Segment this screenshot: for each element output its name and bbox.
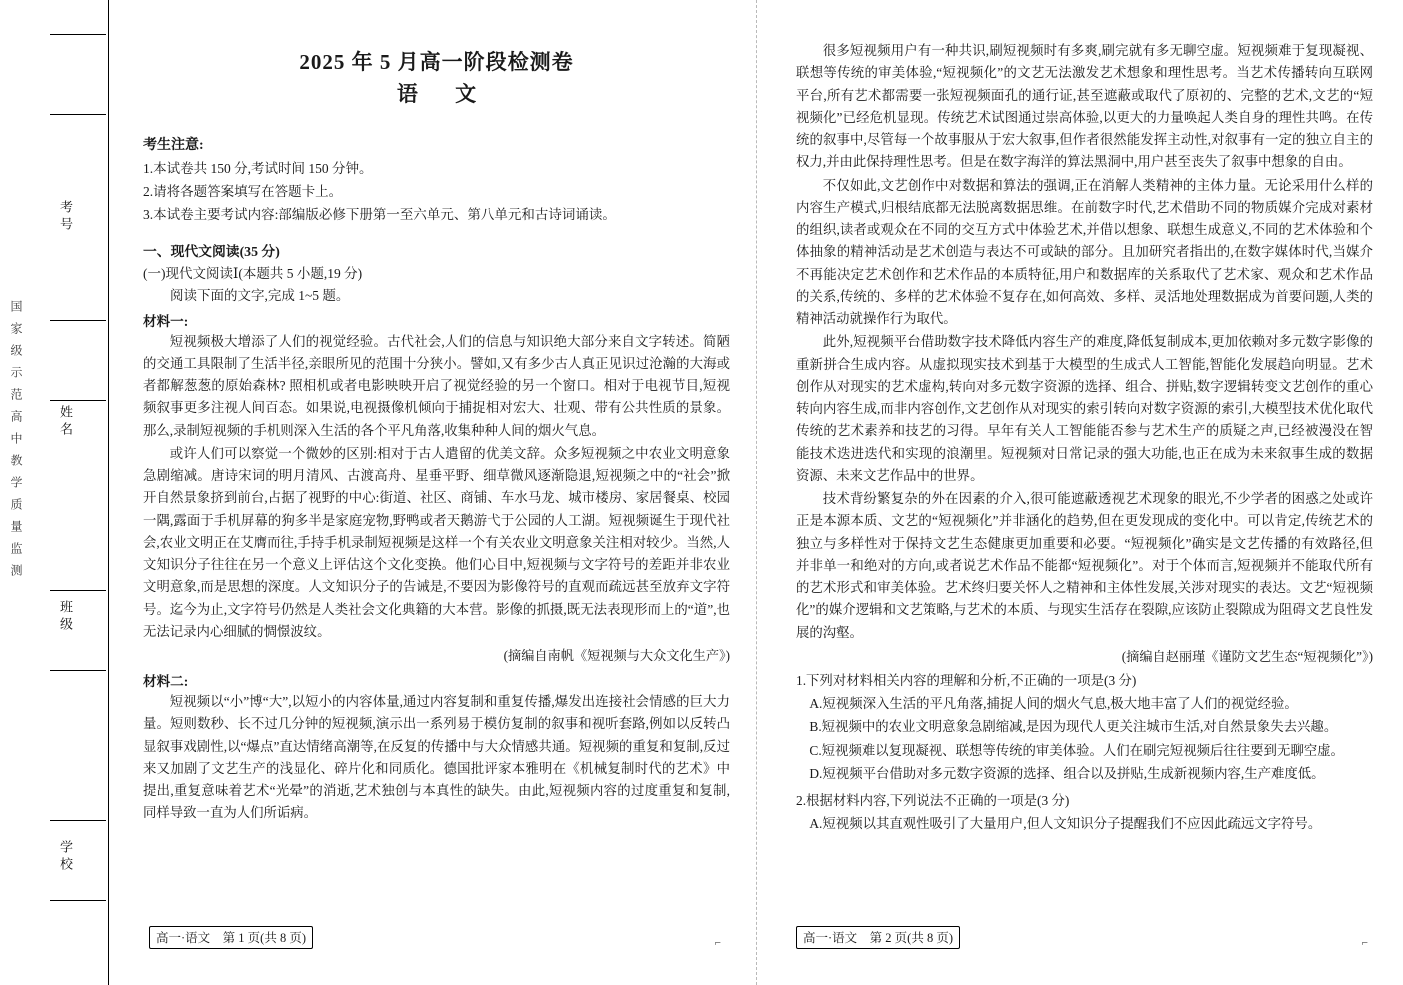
notice-title: 考生注意: xyxy=(143,138,204,153)
material-one-paragraph-2: 或许人们可以察觉一个微妙的区别:相对于古人遣留的优美文辞。众多短视频之中农业文明意象急剧缩减。唐诗宋词的明月清风、古渡高舟、星垂平野、细草微风逐渐隐退,短视频之中的“社会”掀开自然景象挤到前台,占据了视野的中心:街道、社区、商铺、车水马龙、城市楼房、家居餐桌、校园一隅,露面于手机屏幕的狗多半是家庭宠物,野鸭或者天鹅游弋于公园的人工湖。短视频诞生于现代社会,农业文明正在艾膺而往,手持手机录制短视频是这样一个有关农业文明意象关注相对较少。当然,人文知识分子往往在另一个意义上评估这个文化变换。他们心目中,短视频与文字符号的差距并非农业文明意象,而是思想的深度。人文知识分子的告诫是,不要因为影像符号的直观而疏远甚至放弃文字符号。迄今为止,文字符号仍然是人类社会文化典籍的大本营。影像的抓摄,既无法表现形而上的“道”,也无法记录内心细腻的惆憬波纹。 xyxy=(143,445,730,639)
reading-instruction: 阅读下面的文字,完成 1~5 题。 xyxy=(170,287,350,303)
margin-field-exam-number: 考号 xyxy=(58,200,73,234)
footer-page-left: 第 1 页(共 8 页) xyxy=(222,931,306,945)
material-two-paragraph-1: 短视频以“小”博“大”,以短小的内容体量,通过内容复制和重复传播,爆发出连接社会情感的巨大力量。短则数秒、长不过几分钟的短视频,演示出一系列易于模仿复制的叙事和视听套路,例如以反转凸显叙事戏剧性,以“爆点”直达情绪高潮等,在反复的传播中与大众情感共通。短视频的重复和复制,反过来又加剧了文艺生产的浅显化、碎片化和同质化。德国批评家本雅明在《机械复制时代的艺术》中提出,重复意味着艺术“光晕”的消逝,艺术独创与本真性的缺失。由此,短视频内容的过度重复和复制,同样导致一直为人们所诟病。 xyxy=(143,694,730,821)
subsection-heading-one: (一)现代文阅读Ⅰ(本题共 5 小题,19 分) xyxy=(143,265,363,281)
paper-sheet xyxy=(109,0,1403,985)
material-two-label: 材料二: xyxy=(143,674,189,690)
notice-item-3: 3.本试卷主要考试内容:部编版必修下册第一至六单元、第八单元和古诗词诵读。 xyxy=(143,206,616,222)
footer-tick-left: ⌐ xyxy=(714,937,722,949)
material-one-source: (摘编自南帆《短视频与大众文化生产》) xyxy=(503,648,730,664)
question-1-option-b: B.短视频中的农业文明意象急剧缩减,是因为现代人更关注城市生活,对自然景象失去兴趣。 xyxy=(809,719,1338,735)
margin-watermark: 国家级示范高中教学质量监测 xyxy=(9,300,23,586)
question-2-stem: 2.根据材料内容,下列说法不正确的一项是(3 分) xyxy=(796,793,1070,808)
page-2-footer xyxy=(756,926,1403,949)
footer-subject-left: 高一·语文 xyxy=(156,931,211,945)
margin-field-school: 学校 xyxy=(58,840,73,874)
material-two-paragraph-4: 此外,短视频平台借助数字技术降低内容生产的难度,降低复制成本,更加依赖对多元数字影像的重新拼合生成内容。从虚拟现实技术到基于大模型的生成式人工智能,智能化发展趋向明显。艺术创作从对现实的艺术虚构,转向对多元数字资源的选择、组合、拼贴,数字逻辑转变文艺创作的重心转向内容生成,而非内容创作,文艺创作从对现实的索引转向对数字资源的索引,大模型技术优化取代传统的艺术素养和技艺的习得。早年有关人工智能能否参与艺术生产的质疑之声,已经被漫没在智能技术迭进迭代和实现的浪潮里。短视频对日常记录的强大功能,也正在成为未来叙事生成的数据资源、未来文艺作品中的世界。 xyxy=(796,334,1373,483)
question-1-option-c: C.短视频难以复现凝视、联想等传统的审美体验。人们在刷完短视频后往往要到无聊空虚。 xyxy=(809,742,1344,758)
margin-rule-2 xyxy=(50,114,106,115)
section-heading-one: 一、现代文阅读(35 分) xyxy=(143,243,280,259)
question-1-option-a: A.短视频深入生活的平凡角落,捕捉人间的烟火气息,极大地丰富了人们的视觉经验。 xyxy=(809,696,1298,711)
material-two-paragraph-2: 很多短视频用户有一种共识,刷短视频时有多爽,刷完就有多无聊空虚。短视频难于复现凝视、联想等传统的审美体验,“短视频化”的文艺无法激发艺术想象和理性思考。当艺术传播转向互联网平台,所有艺术都需要一张短视频面孔的通行证,甚至遮蔽或取代了原初的、完整的艺术,文艺的“短视频化”已经危机显现。传统艺术试图通过崇高体验,以更大的力量唤起人类自身的理性共鸣。在传统的叙事中,尽管每一个故事服从于宏大叙事,但作者很然能发挥主动性,对叙事有一定的独立自主的权力,并由此保持理性思考。但是在数字海洋的算法黑洞中,用户甚至丧失了叙事中想象的自由。 xyxy=(796,43,1373,170)
footer-label-left xyxy=(149,926,313,949)
material-two-paragraph-5: 技术背纷繁复杂的外在因素的介入,很可能遮蔽透视艺术现象的眼光,不少学者的困惑之处或许正是本源本质、文艺的“短视频化”并非涵化的趋势,但在更发现成的变化中。可以肯定,传统艺术的独立与多样性对于保持文艺生态健康更加重要和必要。“短视频化”确实是文艺传播的有效路径,但并非单一和绝对的方向,或者说艺术作品不能都“短视频化”。对于个体而言,短视频并不能取代所有的艺术形式和审美体验。艺术终归要关怀人之精神和主体性发展,关涉对现实的表达。文艺“短视频化”的媒介逻辑和文艺策略,与艺术的本质、与现实生活存在裂隙,应该防止裂隙成为阻碍文艺良性发展的沟壑。 xyxy=(796,491,1373,640)
margin-rule-5 xyxy=(50,590,106,591)
margin-field-class: 班级 xyxy=(58,600,73,634)
notice-item-2: 2.请将各题答案填写在答题卡上。 xyxy=(143,183,343,199)
footer-label-right xyxy=(796,926,960,949)
page-1-footer xyxy=(109,926,756,949)
page-title: 2025 年 5 月高一阶段检测卷 xyxy=(299,50,574,74)
margin-rule-6 xyxy=(50,670,106,671)
footer-page-right: 第 2 页(共 8 页) xyxy=(869,931,953,945)
printed-page-2 xyxy=(756,0,1403,985)
printed-page-1 xyxy=(109,0,756,985)
question-1-stem: 1.下列对材料相关内容的理解和分析,不正确的一项是(3 分) xyxy=(796,672,1137,688)
material-two-paragraph-3: 不仅如此,文艺创作中对数据和算法的强调,正在消解人类精神的主体力量。无论采用什么样的内容生产模式,归根结底都无法脱离数据思维。在前数字时代,艺术借助不同的物质媒介完成对素材的组织,读者或观众在不同的交互方式中体验艺术,并借以想象、联想生成意义,不同的艺术体验和个体抽象的精神活动是艺术创造与表达不可或缺的部分。且加研究者指出的,在数字媒体时代,当媒介不再能决定艺术创作和艺术作品的本质特征,用户和数据库的关系取代了艺术家、观众和艺术作品的关系,传统的、多样的艺术体验不复存在,如何高效、多样、灵活地处理数据成为首要问题,人类的精神活动就操作行为取代。 xyxy=(796,177,1373,326)
margin-field-name: 姓名 xyxy=(58,405,73,439)
page-subject: 语 文 xyxy=(396,82,493,106)
footer-subject-right: 高一·语文 xyxy=(803,931,858,945)
material-two-source: (摘编自赵丽瑾《谨防文艺生态“短视频化”》) xyxy=(1121,648,1373,664)
margin-rule-7 xyxy=(50,820,106,821)
material-one-label: 材料一: xyxy=(143,313,189,329)
margin-rule-8 xyxy=(50,900,106,901)
footer-tick-right: ⌐ xyxy=(1361,937,1369,949)
margin-rule-3 xyxy=(50,320,106,321)
question-2-option-a: A.短视频以其直观性吸引了大量用户,但人文知识分子提醒我们不应因此疏远文字符号。 xyxy=(809,816,1322,832)
answer-sheet-margin-strip xyxy=(0,0,109,985)
question-1-option-d: D.短视频平台借助对多元数字资源的选择、组合以及拼贴,生成新视频内容,生产难度低。 xyxy=(809,765,1325,781)
margin-rule-1 xyxy=(50,34,106,35)
material-one-paragraph-1: 短视频极大增添了人们的视觉经验。古代社会,人们的信息与知识绝大部分来自文字转述。简陋的交通工具限制了生活半径,亲眼所见的范围十分狭小。譬如,又有多少古人真正见识过沧瀚的大海或者都解葱葱的原始森林? 照相机或者电影映映开启了视觉经验的另一个窗口。相对于电视节目,短视频叙事更多注视人间百态。如果说,电视摄像机倾向于捕捉相对宏大、壮观、带有公共性质的景象。那么,录制短视频的手机则深入生活的各个平凡角落,收集种种人间的烟火气息。 xyxy=(143,333,730,438)
margin-rule-4 xyxy=(50,400,106,401)
notice-item-1: 1.本试卷共 150 分,考试时间 150 分钟。 xyxy=(143,161,373,176)
